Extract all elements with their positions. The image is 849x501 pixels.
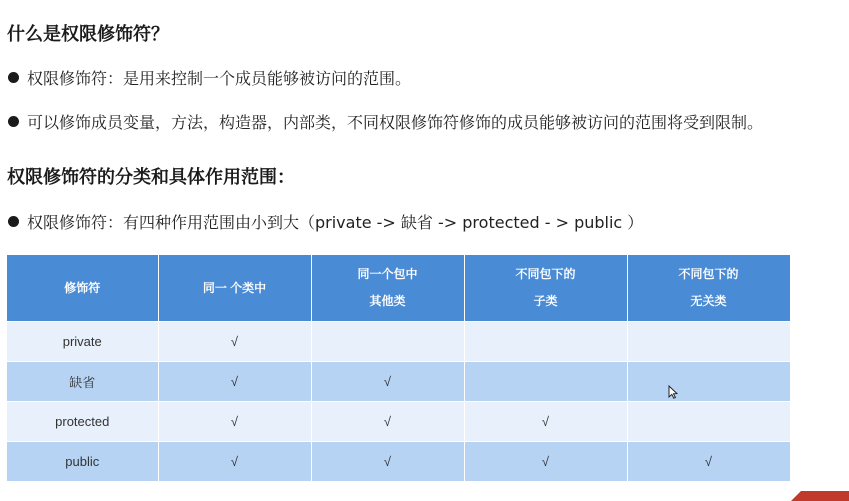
cell-check bbox=[627, 362, 790, 402]
bullet-dot-icon bbox=[8, 216, 19, 227]
cell-check bbox=[464, 362, 627, 402]
bullet-text: 权限修饰符：是用来控制一个成员能够被访问的范围。 bbox=[27, 69, 412, 88]
cell-check bbox=[627, 402, 790, 442]
corner-accent-decoration bbox=[791, 491, 849, 501]
corner-accent-shape bbox=[791, 491, 849, 501]
mouse-pointer-icon bbox=[668, 385, 678, 399]
cell-check bbox=[311, 322, 464, 362]
cell-check: √ bbox=[311, 402, 464, 442]
cell-check: √ bbox=[311, 442, 464, 482]
bullet-text: 权限修饰符：有四种作用范围由小到大（private -> 缺省 -> protected - > public ） bbox=[27, 213, 644, 232]
cell-check bbox=[464, 322, 627, 362]
cell-check: √ bbox=[311, 362, 464, 402]
bullet-dot-icon bbox=[8, 72, 19, 83]
cell-check: √ bbox=[464, 402, 627, 442]
header-same-package: 同一个包中 其他类 bbox=[311, 255, 464, 322]
heading-classification: 权限修饰符的分类和具体作用范围： bbox=[7, 167, 295, 188]
bullet-text: 可以修饰成员变量，方法，构造器，内部类，不同权限修饰符修饰的成员能够被访问的范围将受到限制。 bbox=[27, 113, 764, 132]
header-modifier: 修饰符 bbox=[7, 255, 158, 322]
header-same-class: 同一 个类中 bbox=[158, 255, 311, 322]
header-subclass-other-package: 不同包下的 子类 bbox=[464, 255, 627, 322]
bullet-order bbox=[8, 210, 643, 233]
cell-modifier: protected bbox=[7, 402, 158, 442]
heading-what-is-access-modifier: 什么是权限修饰符？ bbox=[7, 24, 169, 45]
cell-check: √ bbox=[158, 362, 311, 402]
table-row bbox=[7, 322, 790, 362]
cell-modifier: 缺省 bbox=[7, 362, 158, 402]
cell-modifier: public bbox=[7, 442, 158, 482]
cell-check: √ bbox=[158, 322, 311, 362]
cell-check: √ bbox=[627, 442, 790, 482]
cell-check: √ bbox=[158, 442, 311, 482]
access-modifier-table bbox=[7, 255, 791, 481]
cell-check bbox=[627, 322, 790, 362]
cell-modifier: private bbox=[7, 322, 158, 362]
bullet-dot-icon bbox=[8, 116, 19, 127]
cell-check: √ bbox=[464, 442, 627, 482]
table-row bbox=[7, 442, 790, 482]
table-header-row bbox=[7, 255, 790, 322]
bullet-usage bbox=[8, 110, 763, 133]
cell-check: √ bbox=[158, 402, 311, 442]
bullet-definition bbox=[8, 66, 411, 89]
header-unrelated-other-package: 不同包下的 无关类 bbox=[627, 255, 790, 322]
table-row bbox=[7, 402, 790, 442]
